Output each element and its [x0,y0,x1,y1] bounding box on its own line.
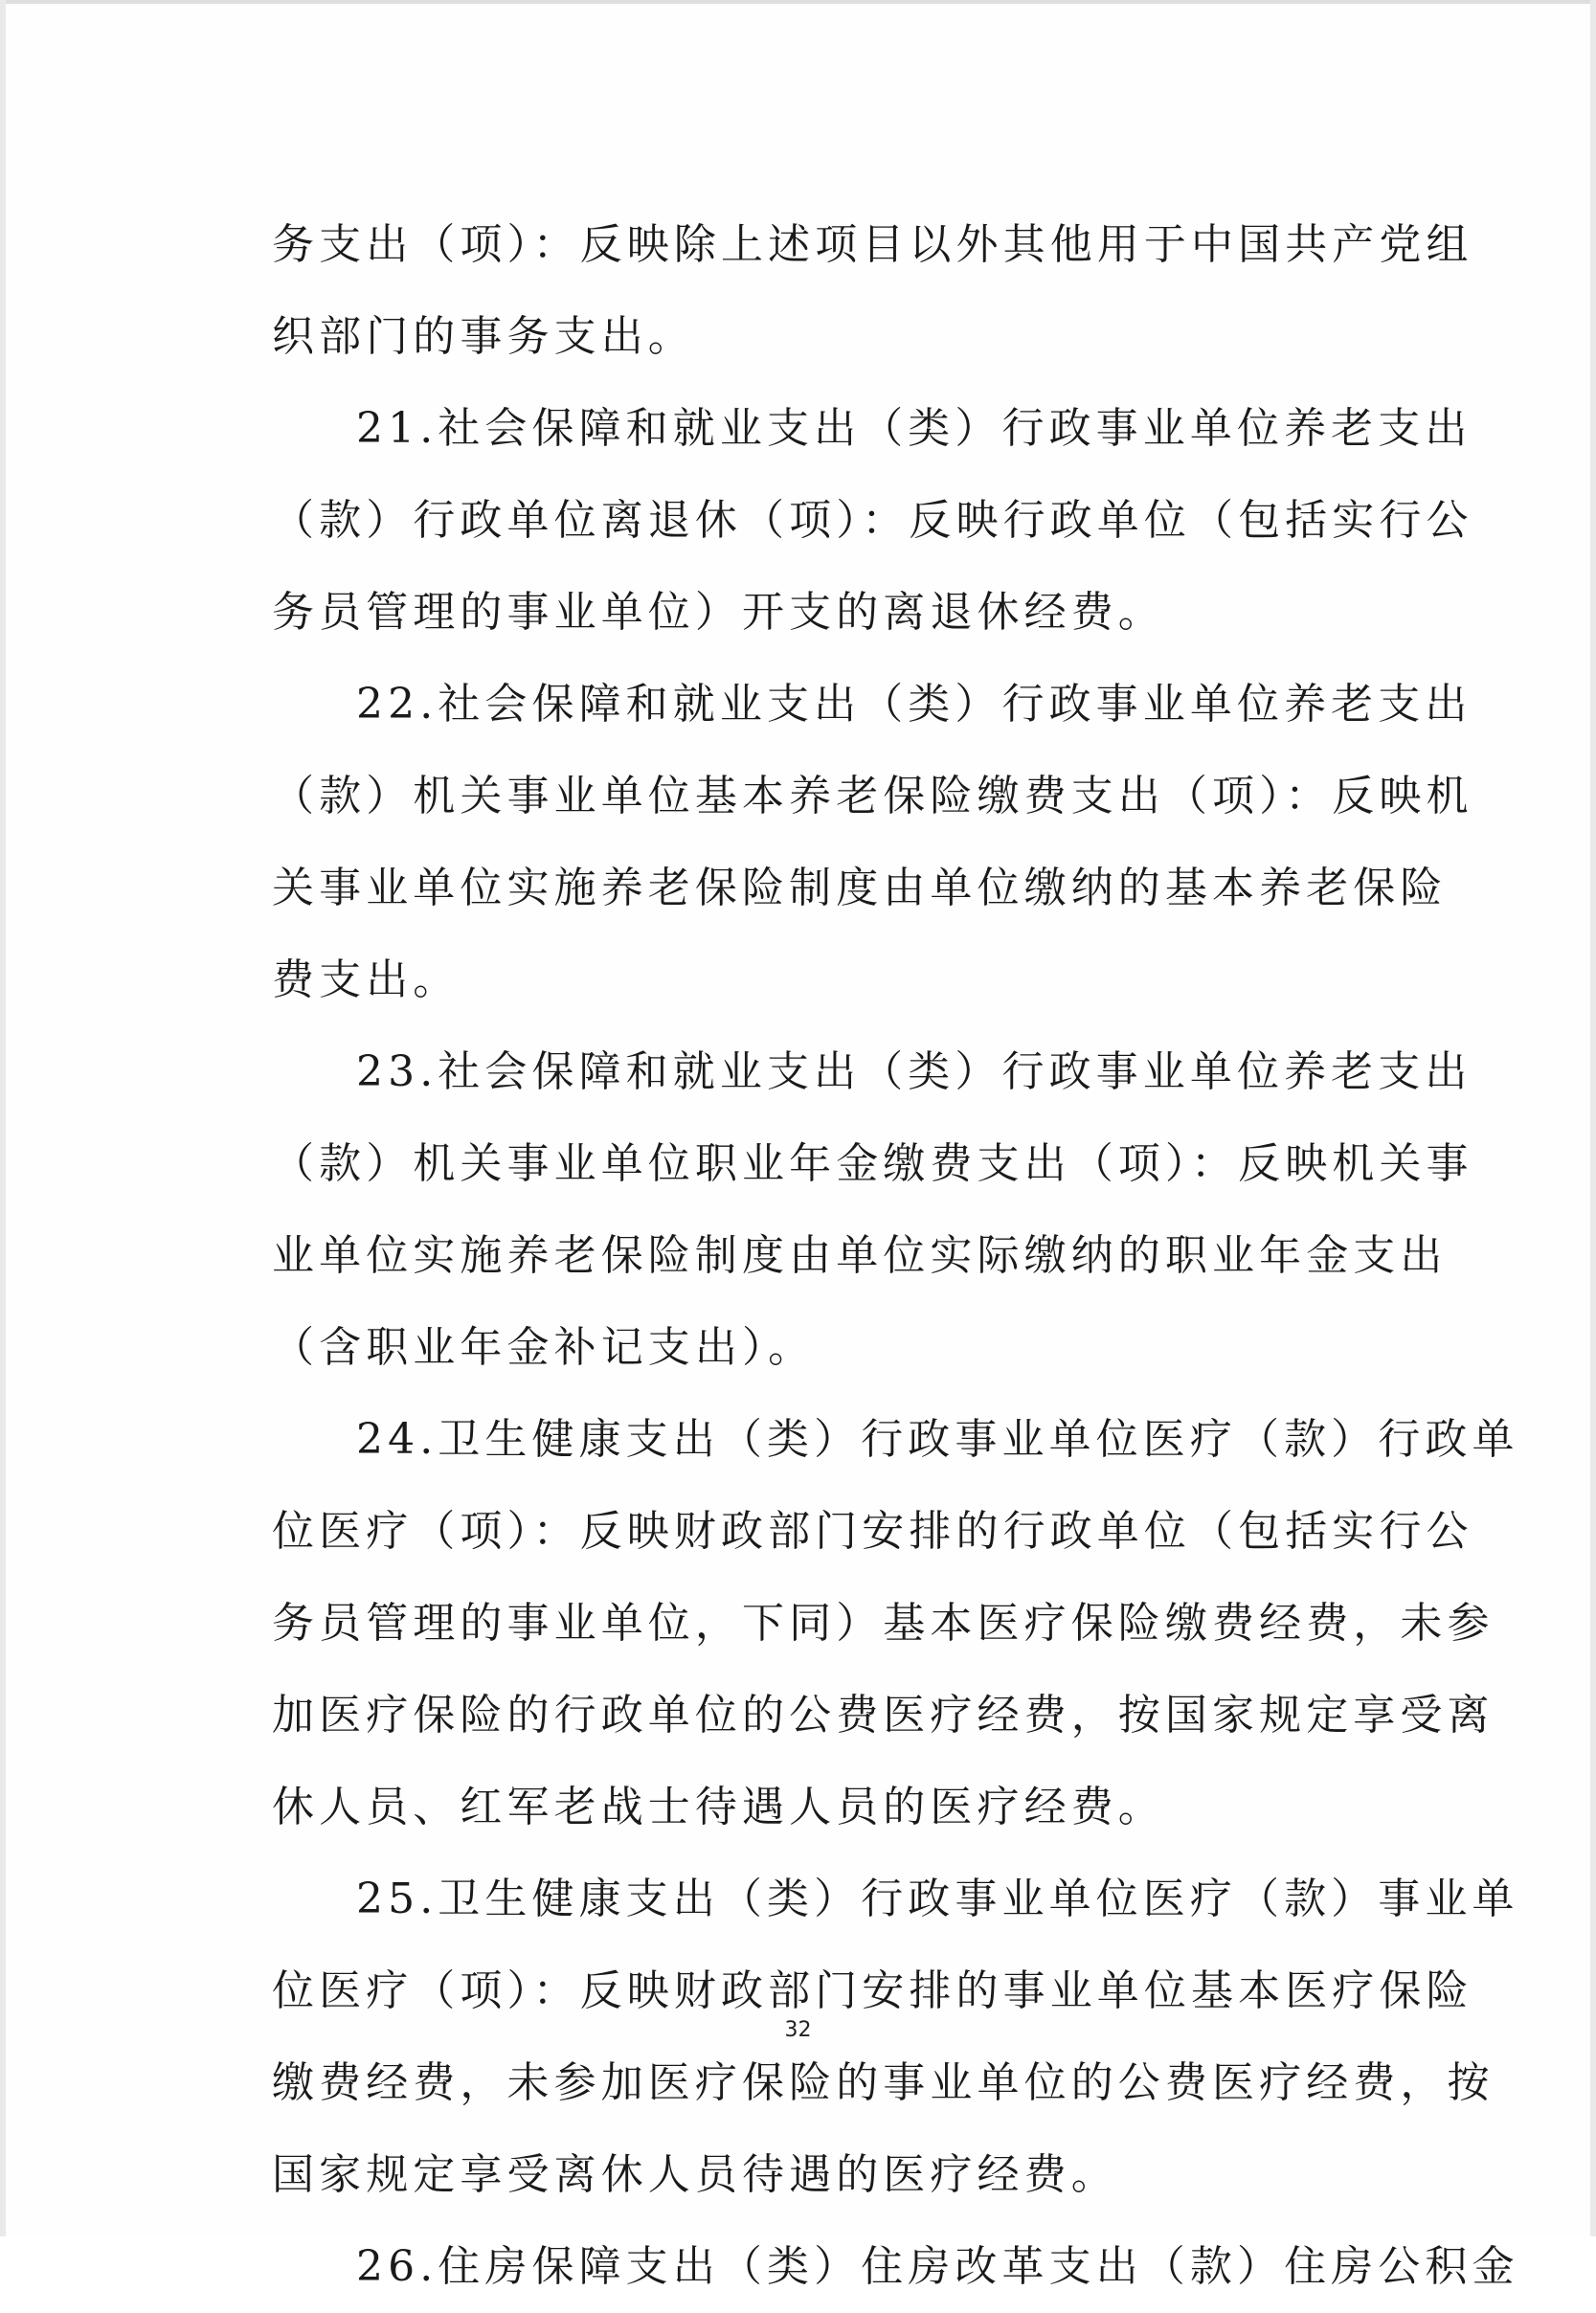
text-line: 业单位实施养老保险制度由单位实际缴纳的职业年金支出 [272,1231,1448,1280]
item-21-heading: 21.社会保障和就业支出（类）行政事业单位养老支出 [356,404,1472,453]
text-line: 关事业单位实施养老保险制度由单位缴纳的基本养老保险 [272,864,1448,912]
item-26-heading: 26.住房保障支出（类）住房改革支出（款）住房公积金 [356,2242,1519,2291]
text-line: （款）机关事业单位职业年金缴费支出（项）：反映机关事 [272,1139,1473,1188]
text-line: 位医疗（项）：反映财政部门安排的事业单位基本医疗保险 [272,1966,1473,2015]
text-line: 务支出（项）：反映除上述项目以外其他用于中国共产党组 [272,220,1473,269]
text-line: （含职业年金补记支出）。 [272,1323,816,1372]
page-number: 32 [784,2018,812,2042]
text-line: 费支出。 [272,955,461,1004]
scan-top-edge [0,0,1596,4]
item-24-heading: 24.卫生健康支出（类）行政事业单位医疗（款）行政单 [356,1415,1519,1464]
text-line: 缴费经费，未参加医疗保险的事业单位的公费医疗经费，按 [272,2058,1495,2107]
text-line: 织部门的事务支出。 [272,312,695,361]
text-line: 位医疗（项）：反映财政部门安排的行政单位（包括实行公 [272,1507,1473,1556]
text-line: 加医疗保险的行政单位的公费医疗经费，按国家规定享受离 [272,1691,1495,1740]
text-line: 休人员、红军老战士待遇人员的医疗经费。 [272,1783,1165,1831]
item-25-heading: 25.卫生健康支出（类）行政事业单位医疗（款）事业单 [356,1875,1519,1923]
item-22-heading: 22.社会保障和就业支出（类）行政事业单位养老支出 [356,680,1472,729]
text-line: （款）机关事业单位基本养老保险缴费支出（项）：反映机 [272,772,1473,820]
scan-right-edge [1590,0,1596,2236]
text-line: 务员管理的事业单位）开支的离退休经费。 [272,588,1165,637]
text-line: 国家规定享受离休人员待遇的医疗经费。 [272,2150,1118,2199]
scan-left-edge [0,0,6,2236]
text-line: 务员管理的事业单位，下同）基本医疗保险缴费经费，未参 [272,1599,1495,1648]
item-23-heading: 23.社会保障和就业支出（类）行政事业单位养老支出 [356,1047,1472,1096]
body-text [272,199,1519,2313]
text-line: （款）行政单位离退休（项）：反映行政单位（包括实行公 [272,496,1473,545]
